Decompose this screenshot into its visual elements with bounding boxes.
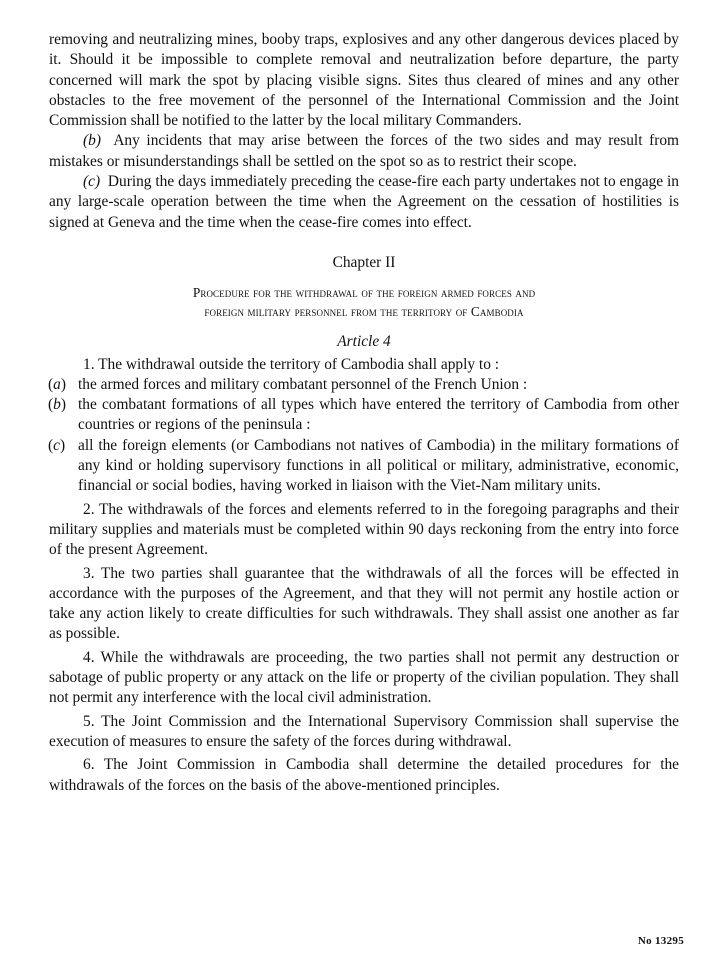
list-item: [48, 395, 679, 436]
article-paragraph-3: 3. The two parties shall guarantee that the withdrawals of all the forces will be effected in accordance with the purposes of the Agreement, and that they will not permit any hostile action or take any action likely to create difficulties for such withdrawals. They shall assist one another as far as possible.: [49, 564, 679, 643]
document-page: [49, 30, 679, 796]
article-paragraph-6: 6. The Joint Commission in Cambodia shall determine the detailed procedures for the withdrawals of the forces on the basis of the above-mentioned principles.: [49, 756, 679, 794]
paragraph-b-text: Any incidents that may arise between the forces of the two sides and may result from mistakes or misunderstandings shall be settled on the spot so as to restrict their scope.: [49, 132, 679, 170]
chapter-title: Chapter II: [332, 253, 396, 271]
paragraph-b-label: (b): [83, 132, 101, 150]
list-item-text: the combatant formations of all types which have entered the territory of Cambodia from other countries or regions of the peninsula :: [78, 396, 679, 434]
paragraph-b: [49, 131, 679, 172]
list-item-label: (b): [48, 396, 66, 414]
list-item: [48, 436, 679, 497]
article-paragraph-4: 4. While the withdrawals are proceeding, the two parties shall not permit any destruction or sabotage of public property or any attack on the life or property of the civilian population. They shall not permit any interference with the local civil administration.: [49, 648, 679, 707]
list-item: [48, 375, 679, 395]
article-paragraph-5: 5. The Joint Commission and the International Supervisory Commission shall supervise the execution of measures to ensure the safety of the forces during withdrawal.: [49, 712, 679, 750]
list-item-label: (c): [48, 436, 66, 454]
chapter-subtitle-line-2: foreign military personnel from the territory of Cambodia: [204, 304, 524, 320]
list-item-text: the armed forces and military combatant personnel of the French Union :: [78, 375, 528, 393]
article-paragraph-1: 1. The withdrawal outside the territory of Cambodia shall apply to :: [83, 355, 500, 373]
chapter-subtitle-line-1: Procedure for the withdrawal of the foreign armed forces and: [192, 285, 536, 301]
continuation-paragraph: removing and neutralizing mines, booby traps, explosives and any other dangerous devices placed by it. Should it be impossible to complete removal and neutralization before departure, the party concerned will mark the spot by placing visible signs. Sites thus cleared of mines and any other obstacles to the free movement of the personnel of the International Commission and the Joint Commission shall be notified to the latter by the local military Commanders.: [49, 31, 679, 130]
paragraph-c-label: (c): [83, 173, 101, 191]
document-number: No 13295: [637, 935, 684, 947]
article-paragraph-2: 2. The withdrawals of the forces and elements referred to in the foregoing paragraphs and their military supplies and materials must be completed within 90 days reckoning from the entry into force of the present Agreement.: [49, 500, 679, 559]
paragraph-c: [49, 172, 679, 233]
article-title: Article 4: [337, 333, 391, 351]
paragraph-c-text: During the days immediately preceding the cease-fire each party undertakes not to engage in any large-scale operation between the time when the Agreement on the cessation of hostilities is signed at Geneva and the time when the cease-fire comes into effect.: [49, 173, 679, 231]
list-item-label: (a): [48, 375, 66, 393]
list-item-text: all the foreign elements (or Cambodians not natives of Cambodia) in the military formations of any kind or holding supervisory functions in all political or military, administrative, economic, financial or social bodies, having worked in liaison with the Viet-Nam military units.: [78, 436, 679, 495]
